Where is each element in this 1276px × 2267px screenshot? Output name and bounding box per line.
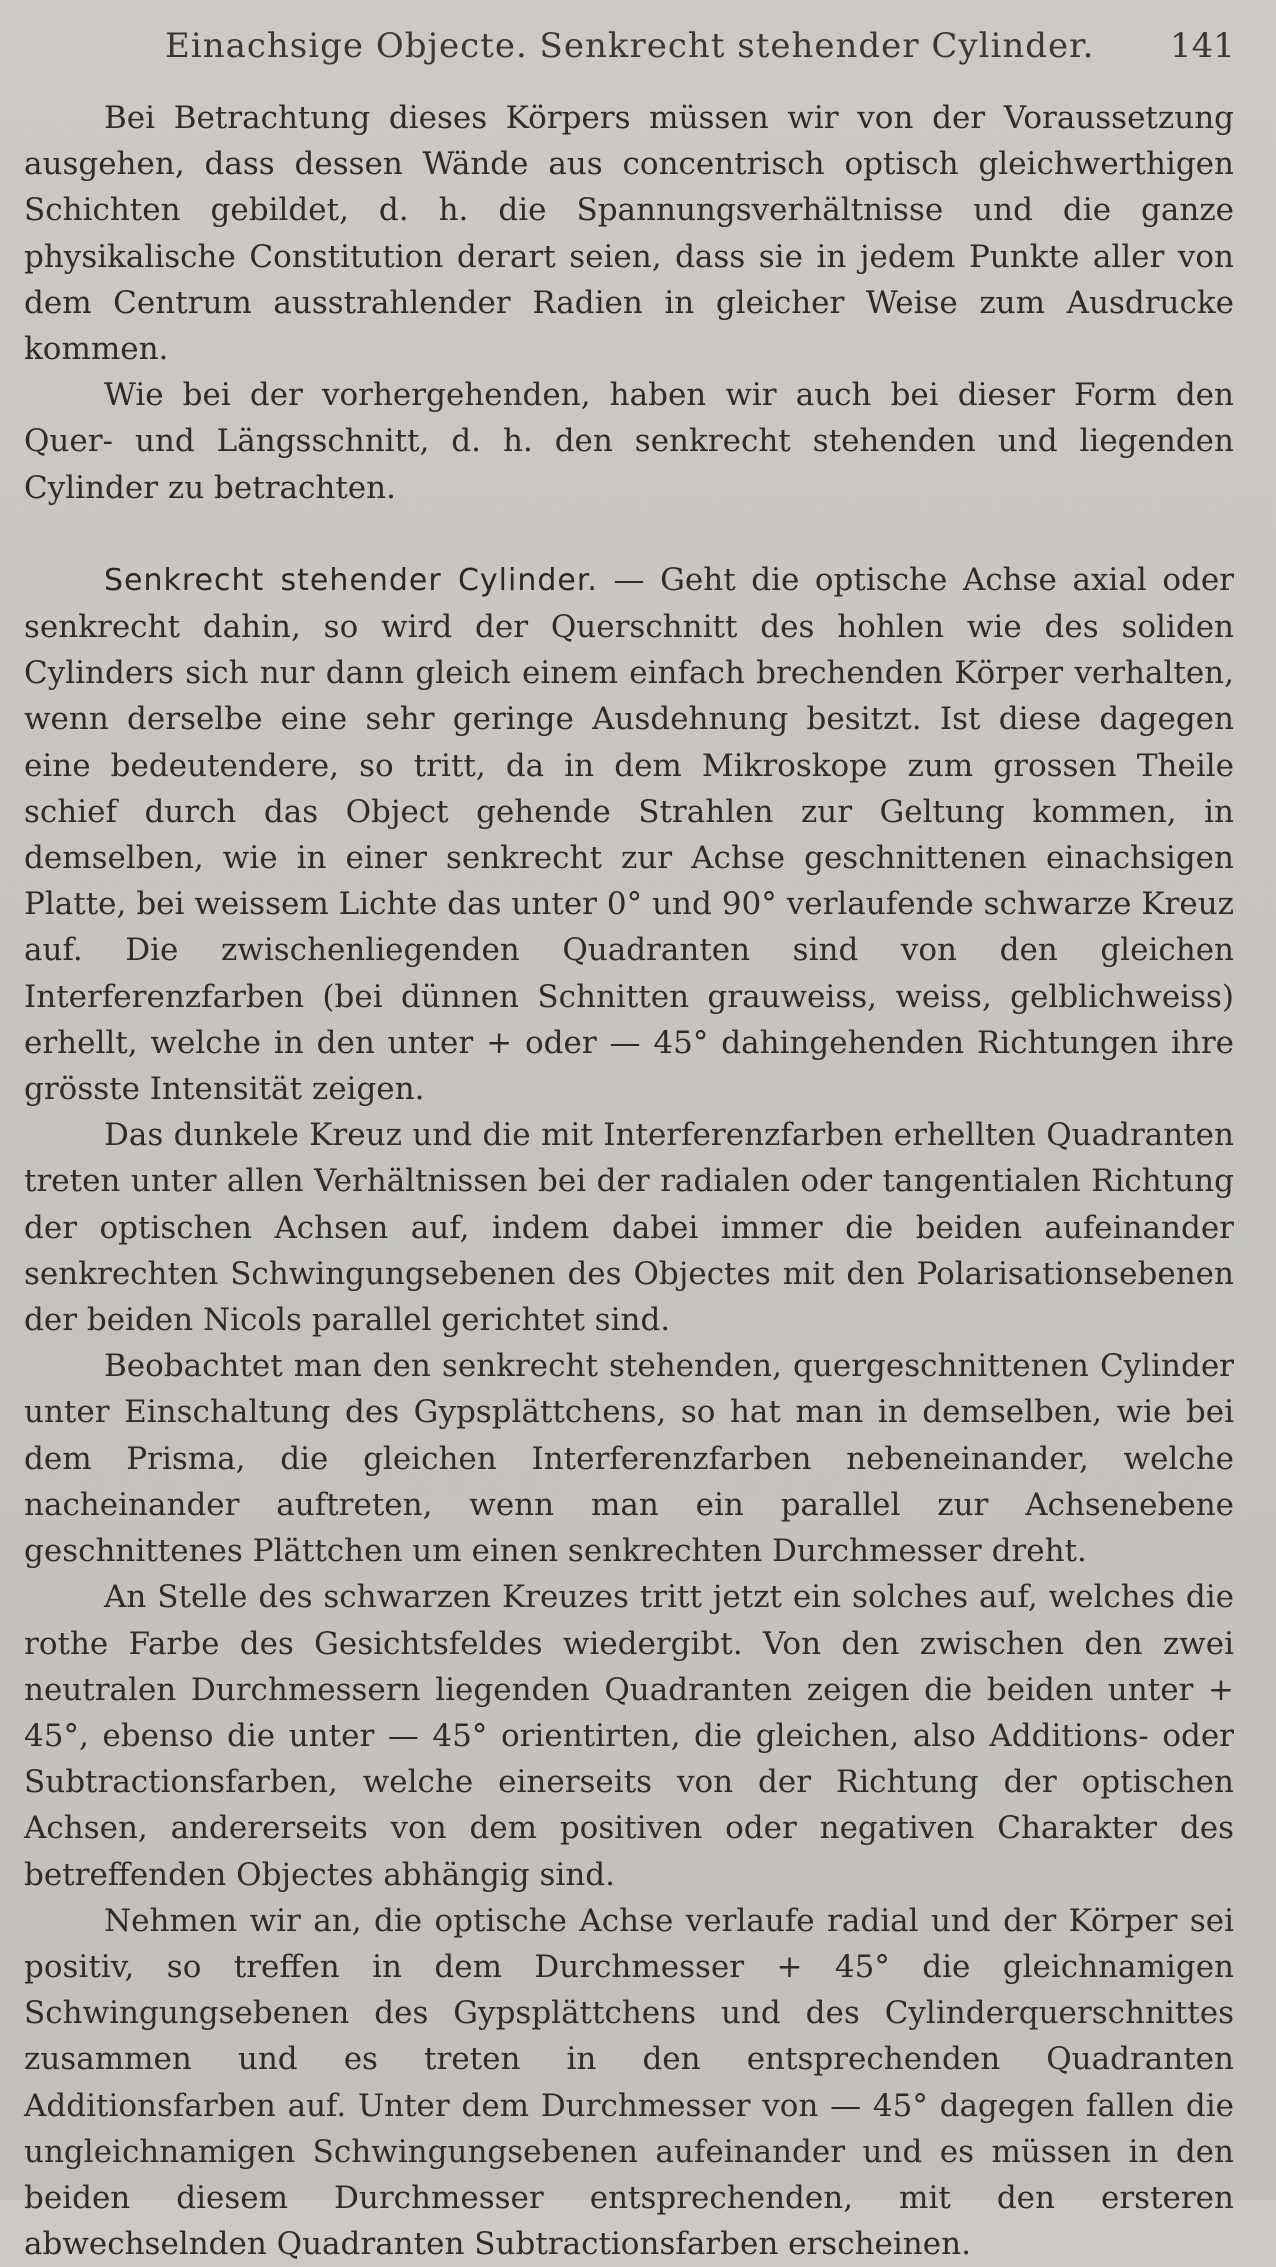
paragraph-dark-cross: Das dunkele Kreuz und die mit Interferenzfarben erhellten Quadranten treten unter allen Verhältnissen bei der radialen oder tangentialen Richtung der optischen Achsen auf, indem dabei immer die beiden aufeinander senkrechten Schwingungsebenen des Objectes mit den Polarisationsebenen der beiden Nicols parallel gerichtet sind. [24,1117,1234,1339]
section-heading: Senkrecht stehender Cylinder. [104,562,598,598]
running-title: Einachsige Objecte. Senkrecht stehender Cylinder. [165,26,1095,66]
page-number: 141 [1170,26,1235,66]
section-first-paragraph [24,557,1234,1112]
paragraph-red-cross: An Stelle des schwarzen Kreuzes tritt jetzt ein solches auf, welches die rothe Farbe des Gesichtsfeldes wiedergibt. Von den zwischen den zwei neutralen Durchmessern liegenden Quadranten zeigen die beiden unter + 45°, ebenso die unter — 45° orientirten, die gleichen, also Additions- oder Subtractionsfarben, welche einerseits von der Richtung der optischen Achsen, andererseits von dem positiven oder negativen Charakter des betreffenden Objectes abhängig sind. [24,1579,1234,1893]
paragraph-gypsum-plate: Beobachtet man den senkrecht stehenden, quergeschnittenen Cylinder unter Einschaltung des Gypsplättchens, so hat man in demselben, wie bei dem Prisma, die gleichen Interferenzfarben nebeneinander, welche nacheinander auftreten, wenn man ein parallel zur Achsenebene geschnittenes Plättchen um einen senkrechten Durchmesser dreht. [24,1348,1234,1570]
paragraph-positive-radial: Nehmen wir an, die optische Achse verlaufe radial und der Körper sei positiv, so treffen in dem Durchmesser + 45° die gleichnamigen Schwingungsebenen des Gypsplättchens und des Cylinderquerschnittes zusammen und es treten in den entsprechenden Quadranten Additionsfarben auf. Unter dem Durchmesser von — 45° dagegen fallen die ungleichnamigen Schwingungsebenen aufeinander und es müssen in den beiden diesem Durchmesser entsprechenden, mit den ersteren abwechselnden Quadranten Subtractionsfarben erscheinen. [24,1902,1234,2263]
paragraph-intro-2: Wie bei der vorhergehenden, haben wir auch bei dieser Form den Quer- und Längsschnitt, d. h. den senkrecht stehenden und liegenden Cylinder zu betrachten. [24,377,1234,506]
running-head [0,26,1276,76]
paragraph-intro: Bei Betrachtung dieses Körpers müssen wir von der Voraussetzung ausgehen, dass dessen Wände aus concentrisch optisch gleichwerthigen Schichten gebildet, d. h. die Spannungsverhältnisse und die ganze physikalische Constitution derart seien, dass sie in jedem Punkte aller von dem Centrum ausstrahlender Radien in gleicher Weise zum Ausdrucke kommen. [24,100,1234,368]
section-first-paragraph-text: — Geht die optische Achse axial oder senkrecht dahin, so wird der Querschnitt des hohlen wie des soliden Cylinders sich nur dann gleich einem einfach brechenden Körper verhalten, wenn derselbe eine sehr geringe Ausdehnung besitzt. Ist diese dagegen eine bedeutendere, so tritt, da in dem Mikroskope zum grossen Theile schief durch das Object gehende Strahlen zur Geltung kommen, in demselben, wie in einer senkrecht zur Achse geschnittenen einachsigen Platte, bei weissem Lichte das unter 0° und 90° verlaufende schwarze Kreuz auf. Die zwischenliegenden Quadranten sind von den gleichen Interferenzfarben (bei dünnen Schnitten grauweiss, weiss, gelblichweiss) erhellt, welche in den unter + oder — 45° dahingehenden Richtungen ihre grösste Intensität zeigen. [24,561,1234,1108]
body-text [24,95,1234,2267]
